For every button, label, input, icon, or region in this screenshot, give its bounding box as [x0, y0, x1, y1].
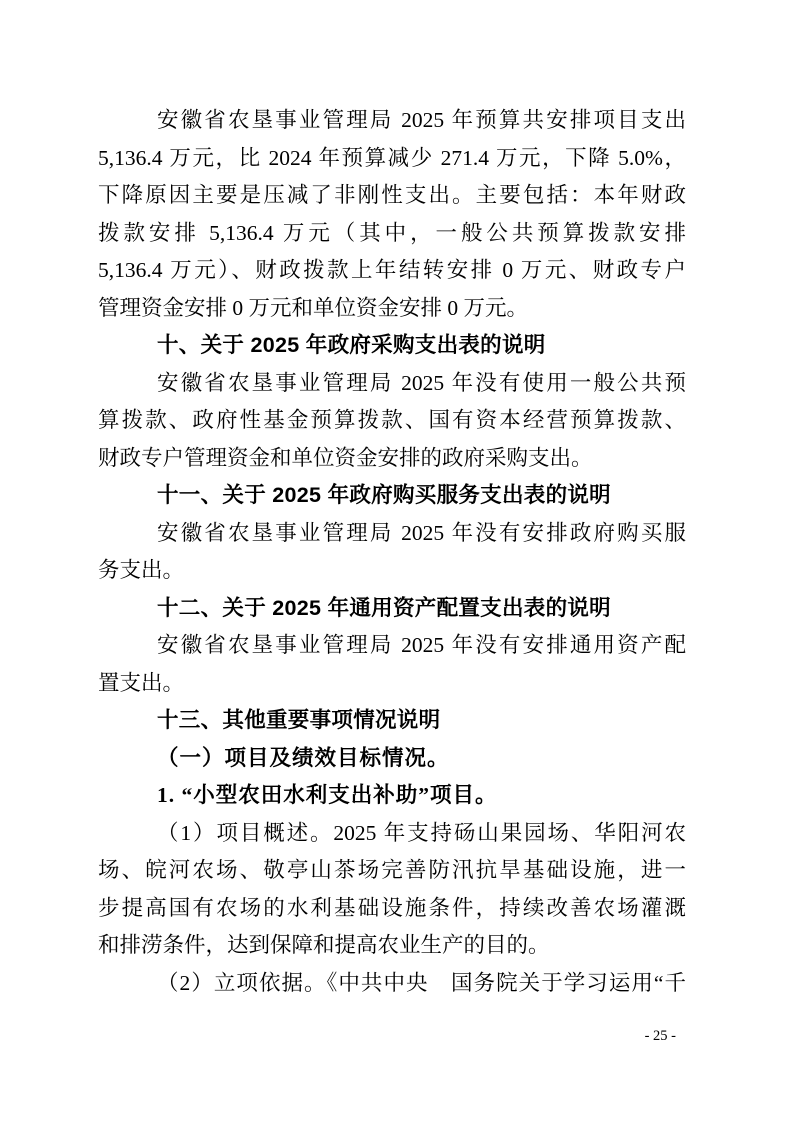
section-heading: 十三、其他重要事项情况说明: [157, 708, 441, 732]
subsection-heading: 1. “小型农田水利支出补助”项目。: [157, 783, 498, 807]
text-line: 安徽省农垦事业管理局 2025 年没有安排政府购买服: [157, 520, 686, 545]
text-line: 和排涝条件，达到保障和提高农业生产的目的。: [98, 933, 550, 957]
section-heading: 十二、关于 2025 年通用资产配置支出表的说明: [157, 595, 611, 620]
text-line: （1）项目概述。2025 年支持砀山果园场、华阳河农: [157, 820, 686, 845]
text-line: 财政专户管理资金和单位资金安排的政府采购支出。: [98, 445, 593, 470]
text-line: 安徽省农垦事业管理局 2025 年没有安排通用资产配: [157, 633, 686, 657]
text-line: 步提高国有农场的水利基础设施条件，持续改善农场灌溉: [98, 895, 686, 920]
text-line: （2）立项依据。《中共中央 国务院关于学习运用“千: [157, 970, 686, 995]
text-line: 务支出。: [98, 558, 185, 582]
text-line: 下降原因主要是压减了非刚性支出。主要包括：本年财政: [98, 183, 686, 207]
text-line: 场、皖河农场、敬亭山茶场完善防汛抗旱基础设施，进一: [98, 858, 686, 882]
section-heading: 十一、关于 2025 年政府购买服务支出表的说明: [157, 483, 611, 507]
text-line: 拨款安排 5,136.4 万元（其中，一般公共预算拨款安排: [98, 220, 686, 245]
section-heading: 十、关于 2025 年政府采购支出表的说明: [157, 333, 546, 357]
subsection-heading: （一）项目及绩效目标情况。: [157, 745, 450, 770]
text-line: 5,136.4 万元，比 2024 年预算减少 271.4 万元，下降 5.0%，: [98, 145, 686, 170]
text-line: 置支出。: [98, 670, 185, 695]
text-line: 安徽省农垦事业管理局 2025 年没有使用一般公共预: [157, 370, 686, 395]
page-number: - 25 -: [644, 1028, 676, 1044]
text-line: 安徽省农垦事业管理局 2025 年预算共安排项目支出: [157, 108, 686, 132]
document-content: [98, 102, 686, 1002]
text-line: 算拨款、政府性基金预算拨款、国有资本经营预算拨款、: [98, 408, 686, 432]
text-line: 5,136.4 万元）、财政拨款上年结转安排 0 万元、财政专户: [98, 258, 686, 282]
text-line: 管理资金安排 0 万元和单位资金安排 0 万元。: [98, 295, 529, 320]
